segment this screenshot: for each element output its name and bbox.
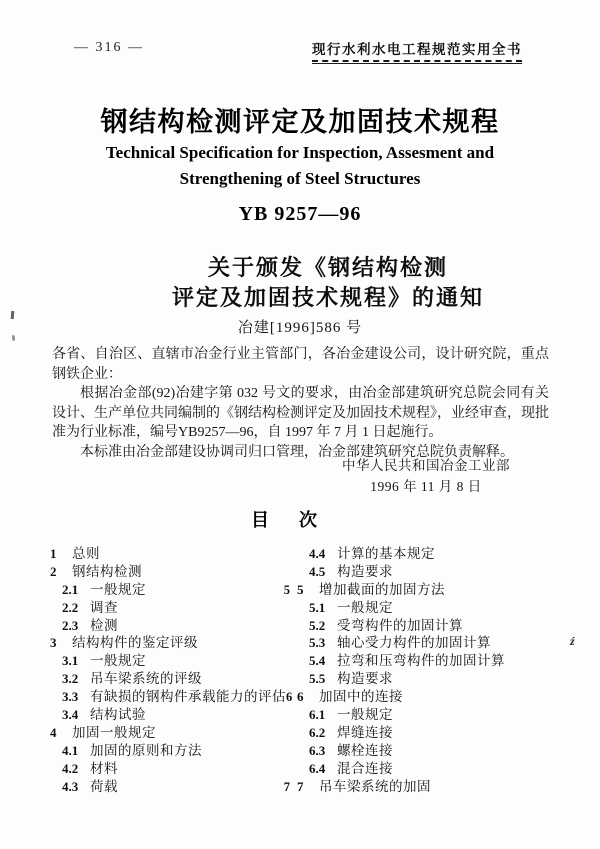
toc-item <box>50 545 290 563</box>
document-title-zh: 钢结构检测评定及加固技术规程 <box>100 107 500 137</box>
toc-item-label: 总则 <box>72 546 100 561</box>
toc-item <box>297 760 559 778</box>
toc-item <box>297 688 559 706</box>
toc-item-number: 4.5 <box>309 563 326 579</box>
toc-item-number: 2 <box>50 563 57 579</box>
toc-item <box>297 724 559 742</box>
toc-item-label: 材料 <box>90 760 118 776</box>
toc-page-number: 5 <box>283 582 290 597</box>
toc-item-label: 混合连接 <box>337 760 393 776</box>
toc-item <box>50 688 293 706</box>
notice-paragraph: 各省、自治区、直辖市冶金行业主管部门，各冶金建设公司，设计研究院，重点钢铁企业： <box>52 347 549 382</box>
notice-paragraph: 根据冶金部(92)冶建字第 032 号文的要求，由冶金部建筑研究总院会同有关设计、生产单位共同编制的《钢结构检测评定及加固技术规程》，业经审查，现批准为行业标准，编号YB9257—96，自 1997 年 7 月 1 日起施行。 <box>52 386 549 440</box>
toc-item-number: 6 <box>297 689 304 705</box>
book-series-title: 现行水利水电工程规范实用全书 <box>312 38 522 64</box>
toc-item-label: 加固一般规定 <box>72 724 156 740</box>
toc-item-label: 一般规定 <box>90 653 146 669</box>
toc-item <box>50 706 290 724</box>
notice-body <box>52 345 549 462</box>
toc-item <box>297 563 559 581</box>
toc-item-label: 荷载 <box>90 778 118 794</box>
toc-item <box>50 724 290 742</box>
toc-item-number: 4.1 <box>62 742 79 758</box>
toc-item-number: 6.3 <box>309 742 326 758</box>
toc-item <box>297 778 559 796</box>
toc-item <box>297 634 559 652</box>
toc-column-right <box>297 545 559 795</box>
toc-item <box>297 581 559 599</box>
toc-item-label: 结构构件的鉴定评级 <box>72 635 198 651</box>
toc-item-number: 1 <box>50 546 57 561</box>
toc-item-number: 5.3 <box>309 635 326 651</box>
toc-item-label: 一般规定 <box>337 707 393 723</box>
document-title-en-line1: Technical Specification for Inspection, Assesment and <box>105 143 495 162</box>
scan-speck-artifact <box>12 335 15 341</box>
toc-item-number: 5.5 <box>309 671 326 687</box>
issue-date: 1996 年 11 月 8 日 <box>370 479 482 494</box>
toc-item-number: 3.1 <box>62 653 79 669</box>
toc-item-number: 5 <box>297 581 304 597</box>
toc-item-label: 加固的原则和方法 <box>90 742 202 758</box>
toc-item-label: 一般规定 <box>337 599 393 615</box>
toc-item-label: 吊车梁系统的加固 <box>319 778 431 794</box>
notice-document-number: 冶建[1996]586 号 <box>237 320 363 336</box>
toc-item-number: 5.1 <box>309 599 326 615</box>
toc-title: 目 次 <box>251 510 323 530</box>
toc-item <box>297 670 559 688</box>
toc-page-number: 6 <box>286 690 293 705</box>
toc-item-label: 构造要求 <box>337 563 393 579</box>
toc-item-label: 计算的基本规定 <box>337 546 435 561</box>
toc-column-left <box>50 545 293 795</box>
toc-item-number: 4 <box>50 724 57 740</box>
toc-item <box>297 706 559 724</box>
toc-item <box>297 742 559 760</box>
document-title-en-line2: Strengthening of Steel Structures <box>179 169 421 188</box>
toc-item-label: 轴心受力构件的加固计算 <box>337 635 491 651</box>
toc-item <box>50 634 290 652</box>
toc-item-number: 6.1 <box>309 707 326 723</box>
toc-item <box>297 652 559 670</box>
toc-item-number: 4.4 <box>309 546 326 561</box>
toc-item <box>297 617 559 635</box>
standard-number: YB 9257—96 <box>238 203 362 225</box>
running-header <box>0 38 600 62</box>
notice-title-line1: 关于颁发《钢结构检测 <box>207 255 448 280</box>
toc-page-number: 7 <box>283 779 290 794</box>
notice-paragraph: 本标准由冶金部建设协调司归口管理，冶金部建筑研究总院负责解释。 <box>80 444 514 460</box>
toc-item <box>50 563 290 581</box>
toc-item-number: 5.4 <box>309 653 326 669</box>
toc-item-label: 增加截面的加固方法 <box>319 581 445 597</box>
toc-item-label: 结构试验 <box>90 707 146 723</box>
toc-item <box>50 778 290 796</box>
toc-item-label: 吊车梁系统的评级 <box>90 671 202 687</box>
toc-item-label: 加固中的连接 <box>319 689 403 705</box>
toc-item-label: 构造要求 <box>337 671 393 687</box>
toc-item-number: 5.2 <box>309 617 326 633</box>
scan-squiggle-artifact: ź <box>570 634 575 648</box>
toc-item-number: 4.3 <box>62 778 79 794</box>
toc-item <box>50 760 290 778</box>
toc-item-number: 3 <box>50 635 57 651</box>
toc-item-label: 有缺损的钢构件承载能力的评估 <box>90 689 286 705</box>
toc-item-number: 2.3 <box>62 617 79 633</box>
toc-item-label: 螺栓连接 <box>337 742 393 758</box>
signature-block <box>342 455 510 497</box>
toc-item-number: 3.3 <box>62 689 79 705</box>
toc-item <box>50 742 290 760</box>
toc-item-label: 调查 <box>90 599 118 615</box>
toc-item-label: 拉弯和压弯构件的加固计算 <box>337 653 505 669</box>
toc-item-number: 6.2 <box>309 724 326 740</box>
toc-item-number: 4.2 <box>62 760 79 776</box>
toc-item-label: 检测 <box>90 617 118 633</box>
toc-item <box>50 599 290 617</box>
toc-item-number: 3.4 <box>62 707 79 723</box>
toc-item-number: 7 <box>297 778 304 794</box>
toc-item <box>297 599 559 617</box>
notice-title-line2: 评定及加固技术规程》的通知 <box>171 285 484 310</box>
toc-item <box>50 670 290 688</box>
toc-item-label: 一般规定 <box>90 581 146 597</box>
toc-item-label: 钢结构检测 <box>72 563 142 579</box>
toc-item-number: 2.1 <box>62 581 79 597</box>
issuing-authority: 中华人民共和国冶金工业部 <box>342 458 510 473</box>
page-number: — 316 — <box>74 40 144 55</box>
toc-item <box>297 545 559 563</box>
toc-item-number: 3.2 <box>62 671 79 687</box>
toc-item-label: 受弯构件的加固计算 <box>337 617 463 633</box>
toc-item-number: 2.2 <box>62 599 79 615</box>
toc-item <box>50 652 290 670</box>
toc-item <box>50 617 290 635</box>
toc-item-number: 6.4 <box>309 760 326 776</box>
toc-item-label: 焊缝连接 <box>337 724 393 740</box>
toc-item <box>50 581 290 599</box>
